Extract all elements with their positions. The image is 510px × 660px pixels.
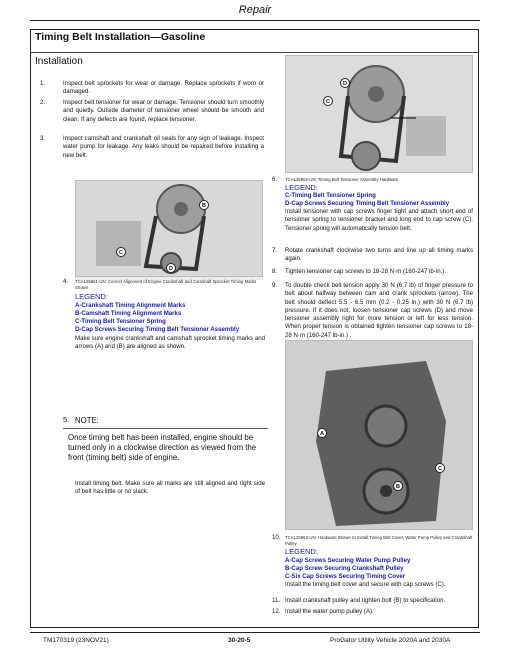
callout-b: B: [199, 200, 209, 210]
callout-c: C: [435, 463, 445, 473]
section-header: Repair: [238, 4, 272, 16]
section-subtitle: Installation: [35, 56, 83, 67]
title-rule: [30, 52, 479, 53]
step-number: 3.: [40, 135, 46, 142]
footer-product: ProGator Utility Vehicle 2020A and 2030A: [330, 637, 451, 644]
legend-item: A-Crankshaft Timing Alignment Marks: [75, 302, 186, 309]
footer-rule: [30, 632, 480, 633]
legend-item: C-Six Cap Screws Securing Timing Cover: [285, 573, 406, 580]
step-number: 1.: [40, 80, 46, 87]
legend-item: C-Timing Belt Tensioner Spring: [285, 192, 376, 199]
timing-cover-photo: [285, 340, 473, 530]
legend-heading: LEGEND:: [285, 547, 318, 556]
step-text: Inspect camshaft and crankshaft oil seals for any sign of leakage. Inspect water pump for leakage. Any leaks should be repaired before installing a new belt.: [63, 135, 264, 159]
legend-heading: LEGEND:: [285, 183, 318, 192]
note-text: Once timing belt has been installed, engine should be turned only in a clockwise direction as viewed from the front (timing belt) side of engine.: [68, 433, 257, 462]
legend-heading: LEGEND:: [75, 292, 108, 301]
step-text: Install the timing belt cover and secure with cap screws (C).: [285, 581, 446, 588]
legend-item: B-Camshaft Timing Alignment Marks: [75, 310, 182, 317]
step-text: Install timing belt. Make sure all marks are still aligned and right side of belt has little or no slack.: [75, 480, 265, 496]
callout-d: D: [166, 263, 176, 273]
footer-page-number: 30-20-5: [228, 637, 251, 644]
step-number: 10.: [272, 534, 281, 541]
figure-caption: TCAL25961-UN: Correct Alignment of Engine Crankshaft and Camshaft Sprocket Timing Marks Shown: [75, 279, 257, 290]
legend-item: D-Cap Screws Securing Timing Belt Tensioner Assembly: [285, 200, 450, 207]
step-number: 12.: [272, 608, 281, 615]
note-rule: [63, 428, 268, 429]
step-text: Make sure engine crankshaft and camshaft sprocket timing marks and arrows (A) and (B) are aligned as shown.: [75, 335, 265, 351]
note-label: NOTE:: [75, 416, 99, 425]
legend-item: D-Cap Screws Securing Timing Belt Tensioner Assembly: [75, 326, 240, 333]
step-text: Install the water pump pulley (A).: [285, 608, 374, 615]
footer-doc-id: TM170319 (23NOV21): [43, 637, 109, 644]
step-number: 9.: [272, 282, 278, 289]
timing-marks-photo: [75, 180, 263, 277]
callout-a: A: [317, 428, 327, 438]
callout-d: D: [340, 78, 350, 88]
callout-c: C: [323, 96, 333, 106]
legend-item: B-Cap Screw Securing Crankshaft Pulley: [285, 565, 404, 572]
step-number: 2.: [40, 99, 46, 106]
step-number: 7.: [272, 247, 278, 254]
legend-item: C-Timing Belt Tensioner Spring: [75, 318, 166, 325]
step-number: 11.: [272, 597, 281, 604]
callout-b: B: [393, 481, 403, 491]
step-number: 6.: [272, 176, 278, 183]
step-text: Install tensioner with cap screws finger tight and attach short end of tensioner spring to tensioner bracket and long end to cap screw (C). Tensioner spring will automatically tension belt.: [285, 208, 473, 232]
page-title: Timing Belt Installation—Gasoline: [35, 31, 206, 43]
header-rule: [30, 20, 480, 21]
legend-item: A-Cap Screws Securing Water Pump Pulley: [285, 557, 411, 564]
step-text: Inspect belt sprockets for wear or damage. Replace sprockets if worn or damaged.: [63, 80, 264, 96]
figure-caption: TCAL25963-UN: Hardware Shown to Install Timing Belt Cover, Water Pump Pulley and Crankshaft Pulley: [285, 535, 473, 546]
step-number: 4.: [63, 278, 69, 285]
figure-caption: TCAL25962-UN: Timing Belt Tensioner Assembly Hardware: [285, 177, 399, 182]
step-text: Tighten tensioner cap screws to 18-28 N·m (160-247 lb-in.).: [285, 268, 446, 275]
step-text: Rotate crankshaft clockwise two turns and line up all timing marks again.: [285, 247, 473, 263]
step-text: Install crankshaft pulley and tighten bolt (B) to specification.: [285, 597, 446, 604]
tensioner-photo: [285, 55, 473, 173]
step-number: 8.: [272, 268, 278, 275]
step-number: 5.: [63, 415, 70, 424]
step-text: To double check belt tension apply 30 N (6.7 lb) of finger pressure to belt about halfway between cam and crank sprockets (arrow). The belt should deflect 5.5 - 6.5 mm (0.2 - 0.25 in.) with 30 N (6.7 lb) pressure. If it does not, loosen tensioner cap screws (D) and move tensioner assembly right for more tension or left for less tension. When proper tension is obtained tighten tensioner cap screws to 18-28 N·m (160-247 lb-in.) .: [285, 282, 473, 339]
step-text: Inspect belt tensioner for wear or damage. Tensioner should turn smoothly and quietly. Outside diameter of tensioner wheel should be smooth and clean. If any defects are found, replace tensioner.: [63, 99, 264, 123]
callout-c: C: [116, 247, 126, 257]
